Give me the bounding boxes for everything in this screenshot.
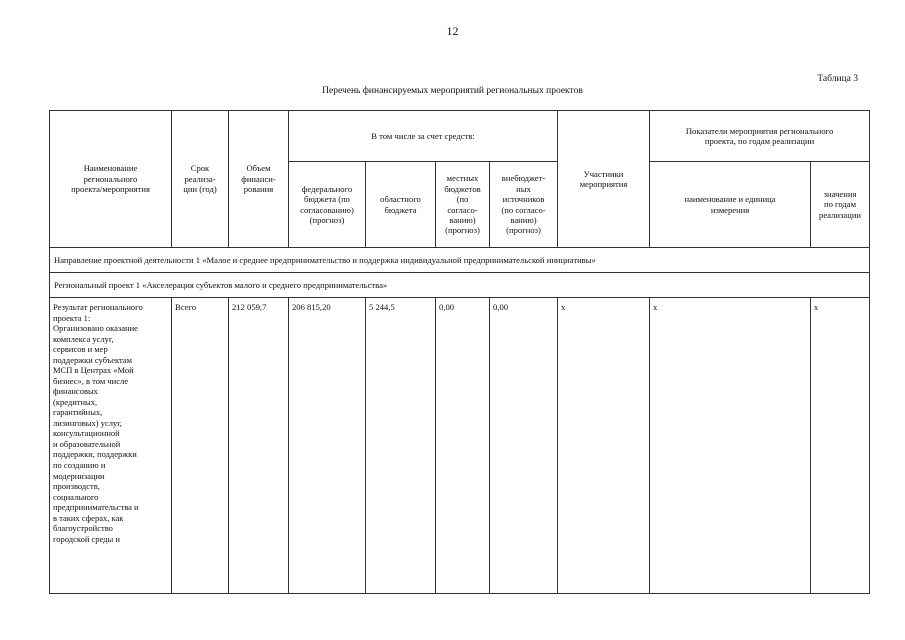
table-title: Перечень финансируемых мероприятий региональных проектов xyxy=(322,86,583,96)
header-indicator-values: значения по годам реализации xyxy=(811,162,870,248)
header-indicators: Показатели мероприятия регионального проекта, по годам реализации xyxy=(650,111,870,162)
result-name: Результат регионального проекта 1: Организовано оказание комплекса услуг, сервисов и мер поддержки субъектам МСП в Центрах «Мой бизнес», в том числе финансовых (кредитных, гарантийных, лизинговых) услуг, консультационной и образовательной поддержки, поддержки по созданию и модернизации производств, социального предпринимательства и в таких сферах, как благоустройство городской среды и xyxy=(50,298,172,594)
header-including: В том числе за счет средств: xyxy=(289,111,558,162)
header-local: местных бюджетов (по согласо- ванию) (прогноз) xyxy=(436,162,490,248)
header-participants: Участники мероприятия xyxy=(558,111,650,248)
table-label: Таблица 3 xyxy=(817,74,858,84)
result-term: Всего xyxy=(172,298,229,594)
result-local: 0,00 xyxy=(436,298,490,594)
header-volume: Объем финанси- рования xyxy=(229,111,289,248)
result-indicator-values: х xyxy=(811,298,870,594)
header-regional: областного бюджета xyxy=(366,162,436,248)
project-row: Региональный проект 1 «Акселерация субъектов малого и среднего предпринимательства» xyxy=(50,273,870,298)
header-name: Наименование регионального проекта/мероприятия xyxy=(50,111,172,248)
header-federal: федерального бюджета (по согласованию) (прогноз) xyxy=(289,162,366,248)
result-offbudget: 0,00 xyxy=(490,298,558,594)
result-federal: 206 815,20 xyxy=(289,298,366,594)
financing-table xyxy=(49,110,870,594)
header-offbudget: внебюджет- ных источников (по согласо- ванию) (прогноз) xyxy=(490,162,558,248)
result-participants: х xyxy=(558,298,650,594)
result-regional: 5 244,5 xyxy=(366,298,436,594)
result-indicator-name: х xyxy=(650,298,811,594)
direction-row: Направление проектной деятельности 1 «Малое и среднее предпринимательство и поддержка индивидуальной предпринимательской инициативы» xyxy=(50,248,870,273)
page-number: 12 xyxy=(446,24,459,38)
result-volume: 212 059,7 xyxy=(229,298,289,594)
header-indicator-name: наименование и единица измерения xyxy=(650,162,811,248)
header-term: Срок реализа- ции (год) xyxy=(172,111,229,248)
